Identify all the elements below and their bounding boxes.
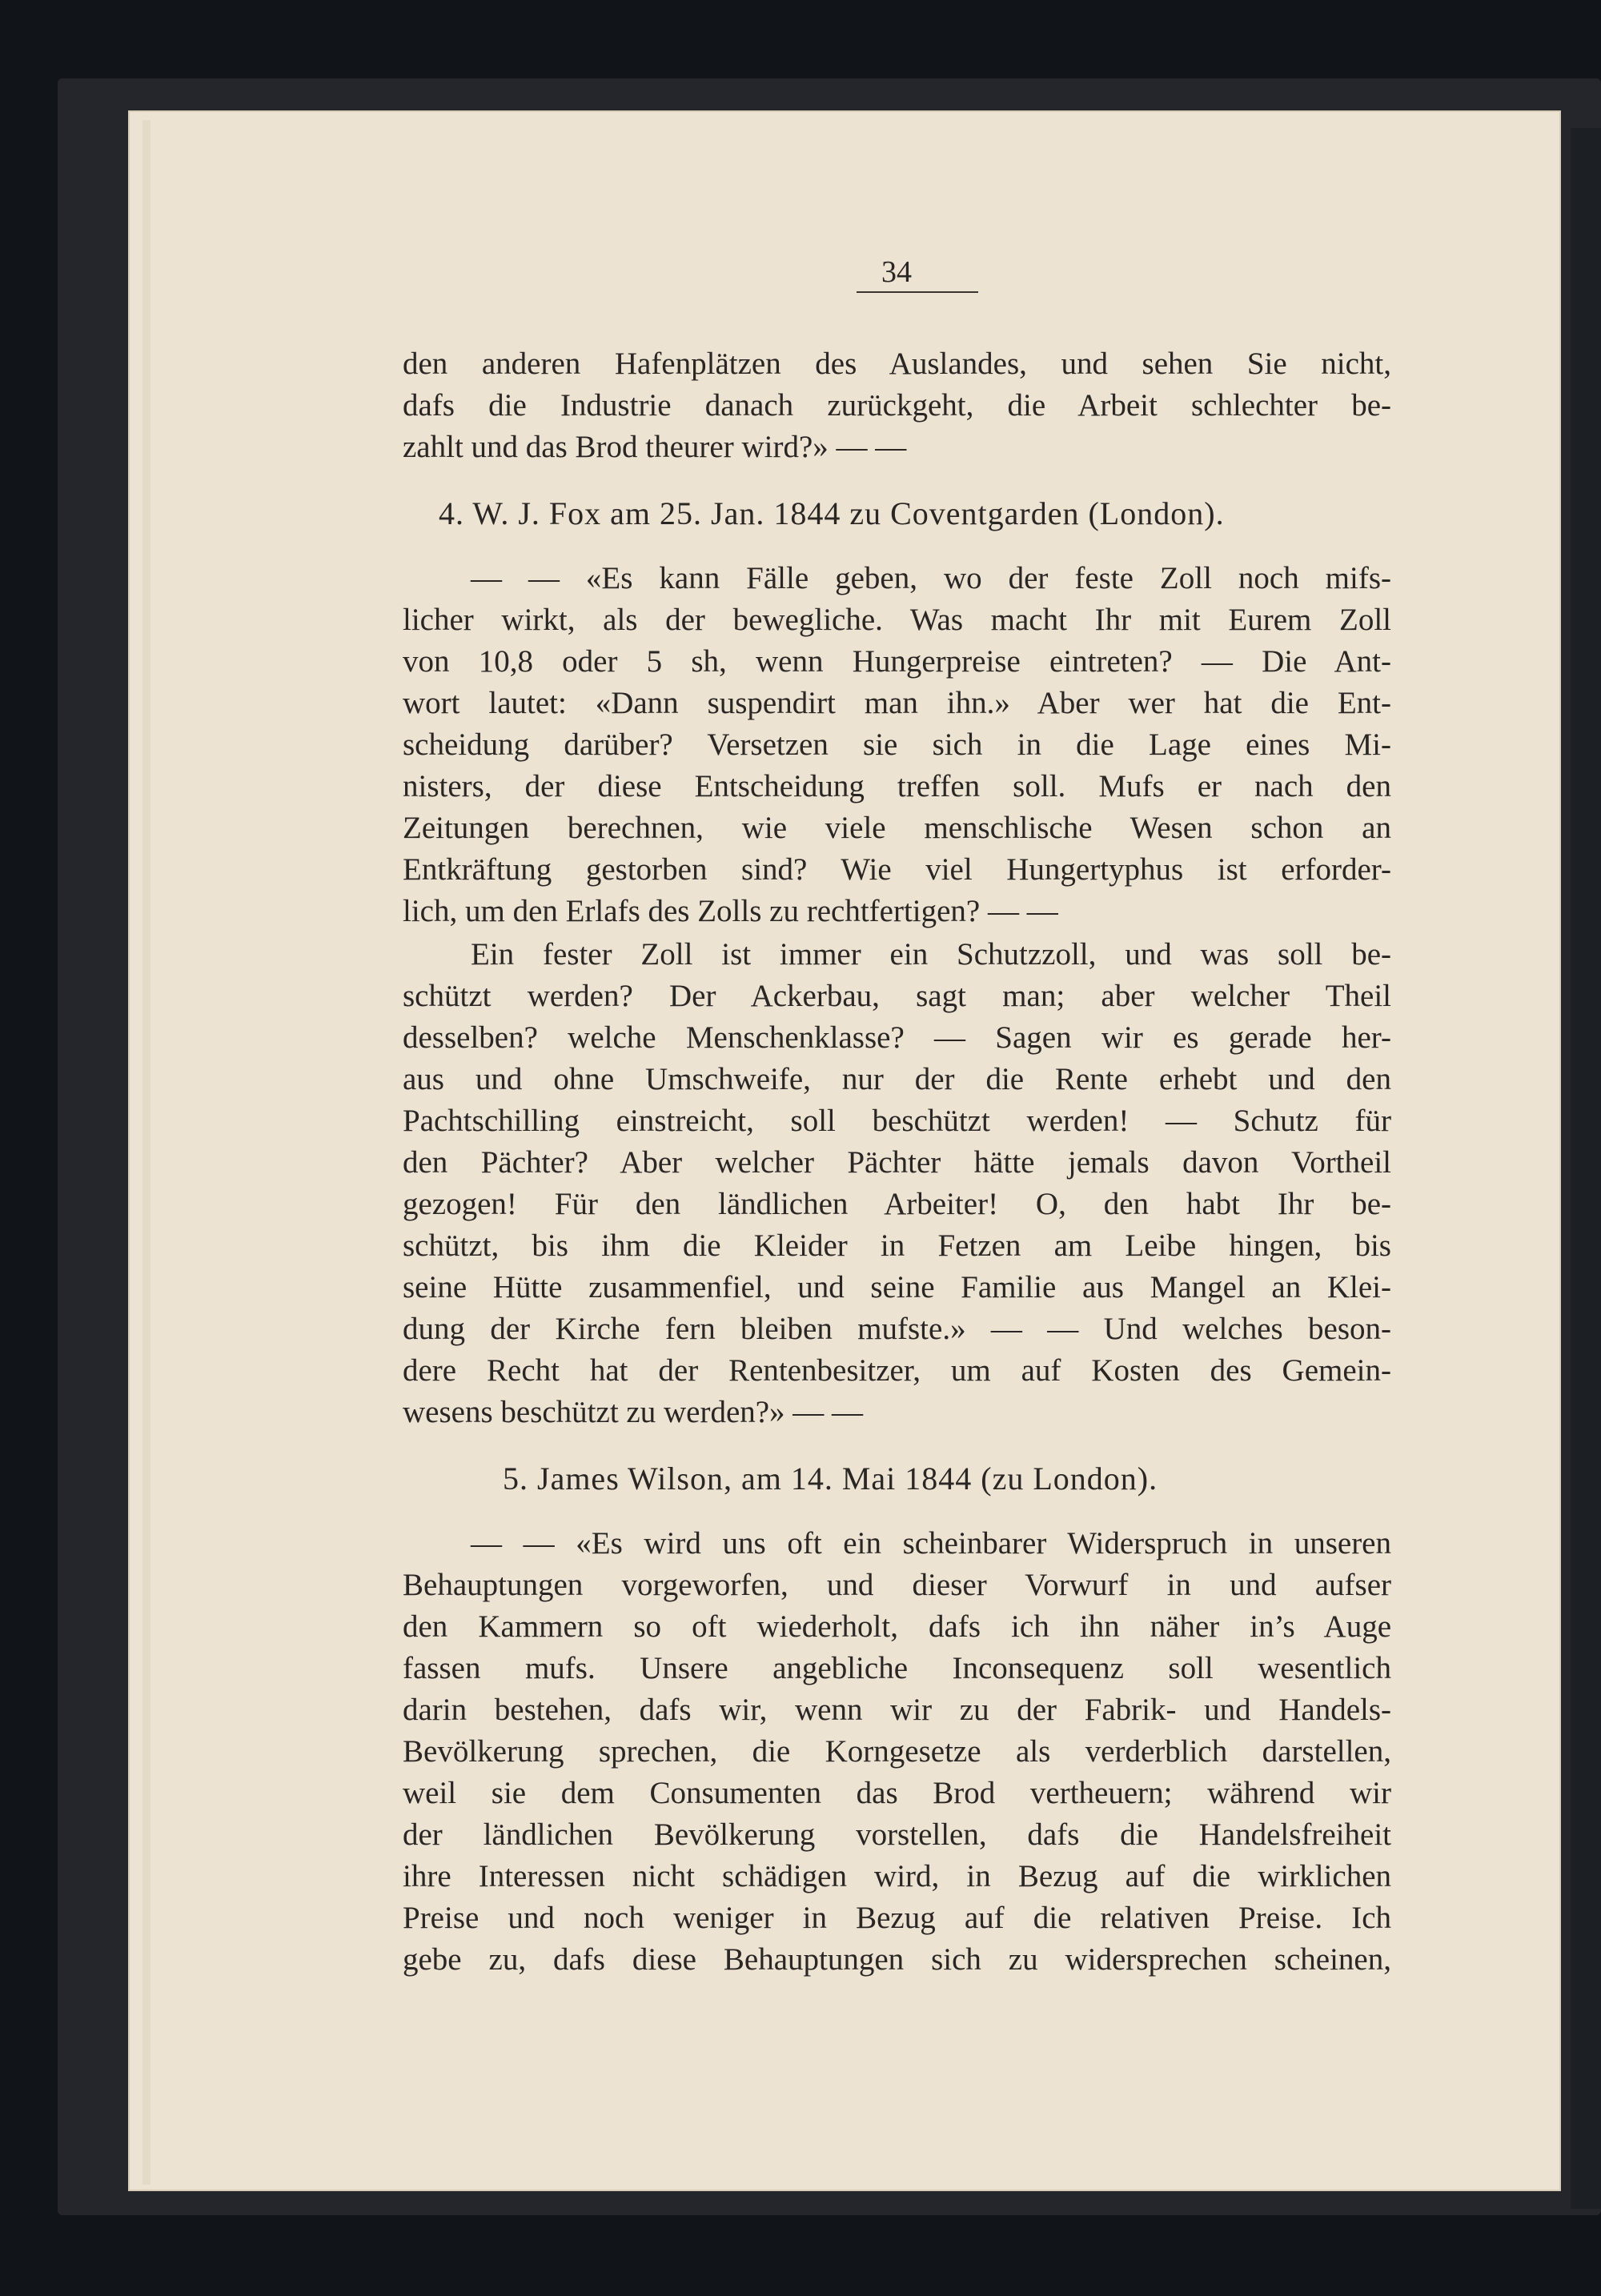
text-line: zahlt und das Brod theurer wird?» — —	[403, 430, 907, 464]
text-line: Entkräftung gestorben sind? Wie viel Hungertyphus ist erforder-	[403, 852, 1391, 887]
text-line: schützt werden? Der Ackerbau, sagt man; aber welcher Theil	[403, 979, 1391, 1013]
page-gutter-edge	[142, 120, 150, 2185]
section-heading: 5. James Wilson, am 14. Mai 1844 (zu London).	[503, 1461, 1158, 1497]
page-number-rule	[857, 291, 978, 293]
text-line: licher wirkt, als der bewegliche. Was macht Ihr mit Eurem Zoll	[403, 603, 1391, 637]
text-line: weil sie dem Consumenten das Brod vertheuern; während wir	[403, 1776, 1391, 1810]
text-line: Bevölkerung sprechen, die Korngesetze als verderblich darstellen,	[403, 1734, 1391, 1769]
text-line: Pachtschilling einstreicht, soll beschützt werden! — Schutz für	[403, 1104, 1391, 1138]
text-line: den Kammern so oft wiederholt, dafs ich ihn näher in’s Auge	[403, 1609, 1391, 1644]
text-line: Preise und noch weniger in Bezug auf die relativen Preise. Ich	[403, 1901, 1391, 1935]
text-line: gebe zu, dafs diese Behauptungen sich zu widersprechen scheinen,	[403, 1942, 1391, 1977]
text-line: wort lautet: «Dann suspendirt man ihn.» Aber wer hat die Ent-	[403, 686, 1391, 720]
text-line: dafs die Industrie danach zurückgeht, die Arbeit schlechter be-	[403, 388, 1391, 423]
text-line: Zeitungen berechnen, wie viele menschlische Wesen schon an	[403, 811, 1391, 845]
page-number: 34	[881, 255, 912, 289]
text-line: Behauptungen vorgeworfen, und dieser Vorwurf in und aufser	[403, 1568, 1391, 1602]
text-line: Ein fester Zoll ist immer ein Schutzzoll, und was soll be-	[471, 937, 1391, 972]
text-line: scheidung darüber? Versetzen sie sich in die Lage eines Mi-	[403, 727, 1391, 762]
text-line: den Pächter? Aber welcher Pächter hätte jemals davon Vortheil	[403, 1145, 1391, 1180]
text-line: dere Recht hat der Rentenbesitzer, um auf Kosten des Gemein-	[403, 1353, 1391, 1388]
text-line: fassen mufs. Unsere angebliche Inconsequenz soll wesentlich	[403, 1651, 1391, 1685]
text-line: seine Hütte zusammenfiel, und seine Familie aus Mangel an Klei-	[403, 1270, 1391, 1304]
text-line: darin bestehen, dafs wir, wenn wir zu der Fabrik- und Handels-	[403, 1693, 1391, 1727]
text-line: — — «Es kann Fälle geben, wo der feste Zoll noch mifs-	[471, 561, 1391, 595]
book-cover-edge	[1571, 128, 1601, 2209]
text-line: den anderen Hafenplätzen des Auslandes, und sehen Sie nicht,	[403, 347, 1391, 381]
text-line: — — «Es wird uns oft ein scheinbarer Widerspruch in unseren	[471, 1526, 1391, 1561]
text-line: nisters, der diese Entscheidung treffen soll. Mufs er nach den	[403, 769, 1391, 803]
text-line: der ländlichen Bevölkerung vorstellen, dafs die Handelsfreiheit	[403, 1817, 1391, 1852]
text-line: von 10,8 oder 5 sh, wenn Hungerpreise eintreten? — Die Ant-	[403, 644, 1391, 679]
text-line: aus und ohne Umschweife, nur der die Rente erhebt und den	[403, 1062, 1391, 1096]
text-line: desselben? welche Menschenklasse? — Sagen wir es gerade her-	[403, 1020, 1391, 1055]
text-line: gezogen! Für den ländlichen Arbeiter! O, den habt Ihr be-	[403, 1187, 1391, 1221]
text-line: schützt, bis ihm die Kleider in Fetzen am Leibe hingen, bis	[403, 1228, 1391, 1263]
text-line: lich, um den Erlafs des Zolls zu rechtfertigen? — —	[403, 894, 1058, 928]
text-line: ihre Interessen nicht schädigen wird, in Bezug auf die wirklichen	[403, 1859, 1391, 1893]
text-line: wesens beschützt zu werden?» — —	[403, 1395, 864, 1429]
section-heading: 4. W. J. Fox am 25. Jan. 1844 zu Coventgarden (London).	[439, 495, 1225, 531]
text-line: dung der Kirche fern bleiben mufste.» — — Und welches beson-	[403, 1312, 1391, 1346]
